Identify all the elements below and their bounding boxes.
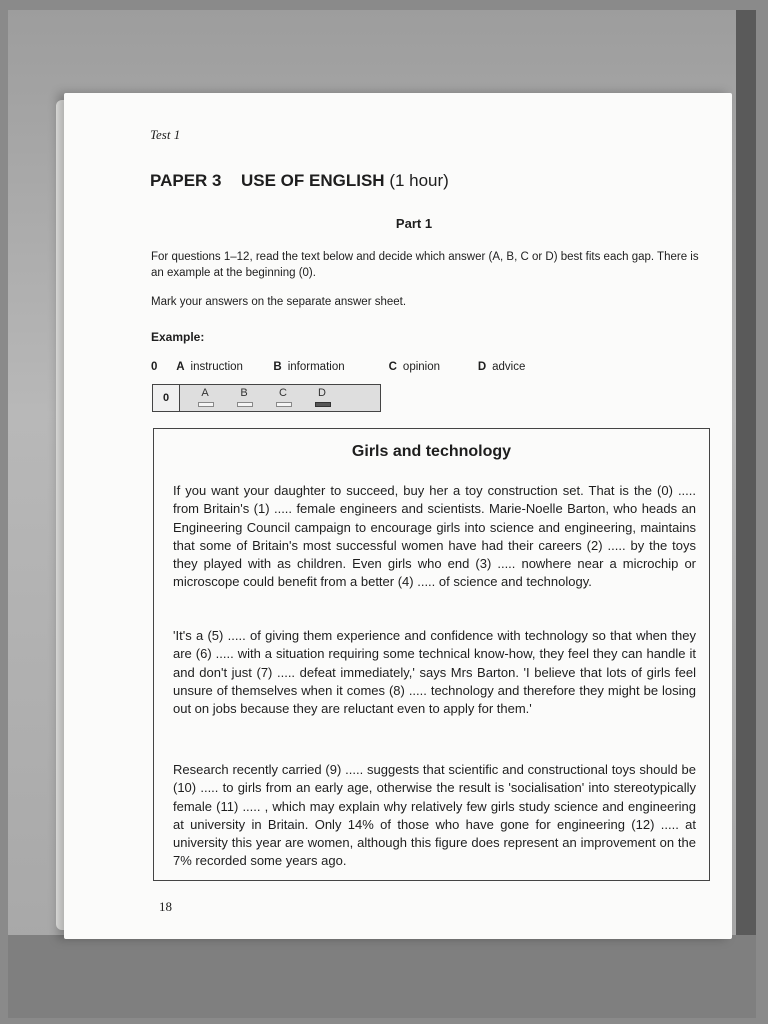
answer-box-number: 0	[153, 385, 180, 411]
instructions-text: For questions 1–12, read the text below and decide which answer (A, B, C or D) best fits each gap. There is an example at the beginning (0).	[151, 251, 699, 279]
paper-duration: (1 hour)	[389, 171, 449, 190]
answer-lozenge-a	[198, 402, 214, 407]
answer-lozenge-b	[237, 402, 253, 407]
example-options	[151, 361, 525, 373]
book-page	[64, 93, 732, 939]
answer-lozenge-c	[276, 402, 292, 407]
passage-box	[153, 428, 710, 881]
paper-name: USE OF ENGLISH	[241, 171, 385, 190]
mark-answers-text: Mark your answers on the separate answer sheet.	[151, 296, 407, 308]
example-option-a: A instruction	[176, 361, 243, 373]
example-option-d: D advice	[477, 361, 526, 373]
example-number: 0	[151, 361, 158, 373]
answer-lozenge-d-selected	[315, 402, 331, 407]
part-title: Part 1	[395, 216, 433, 231]
answer-letter-a: A	[201, 387, 209, 399]
paper-number: PAPER 3	[150, 171, 222, 190]
example-option-b: B information	[273, 361, 345, 373]
answer-letter-b: B	[240, 387, 248, 399]
test-label: Test 1	[150, 127, 181, 142]
answer-letter-d: D	[318, 387, 326, 399]
passage-title: Girls and technology	[351, 443, 512, 460]
passage-paragraph-1: If you want your daughter to succeed, buy her a toy construction set. That is the (0) ..... from Britain's (1) ..... female engineers and scientists. Marie-Noelle Barton, who heads an Engineering Council campaign to encourage girls into science and engineering, maintains that some of Britain's most successful women have had their careers (2) ..... by the toys they played with as children. Even girls who end (3) ..... nowhere near a microchip or microscope could benefit from a better (4) ..... of science and technology.	[173, 483, 696, 590]
passage-paragraph-2: 'It's a (5) ..... of giving them experience and confidence with technology so that when they are (6) ..... with a situation requiring some technical know-how, they feel they can handle it and don't just (7) ..... defeat immediately,' says Mrs Barton. 'I believe that lots of girls feel unsure of themselves when it comes (8) ..... technology and therefore they might be losing out on jobs because they are reluctant even to apply for them.'	[173, 628, 696, 717]
example-answer-box	[152, 384, 381, 412]
answer-letter-c: C	[279, 387, 287, 399]
example-heading: Example:	[151, 330, 205, 344]
example-option-c: C opinion	[388, 361, 441, 373]
page-number: 18	[159, 899, 172, 914]
passage-paragraph-3: Research recently carried (9) ..... suggests that scientific and constructional toys should be (10) ..... to girls from an early age, otherwise the result is 'socialisation' into stereotypically female (11) ..... , which may explain why relatively few girls study science and engineering at university in Britain. Only 14% of those who have gone for engineering (12) ..... at university this year are women, although this figure does represent an improvement on the 7% recorded some years ago.	[173, 762, 696, 869]
scan-bottom-shadow	[8, 935, 756, 1018]
scan-dark-edge	[736, 10, 756, 1018]
paper-title	[150, 171, 449, 191]
